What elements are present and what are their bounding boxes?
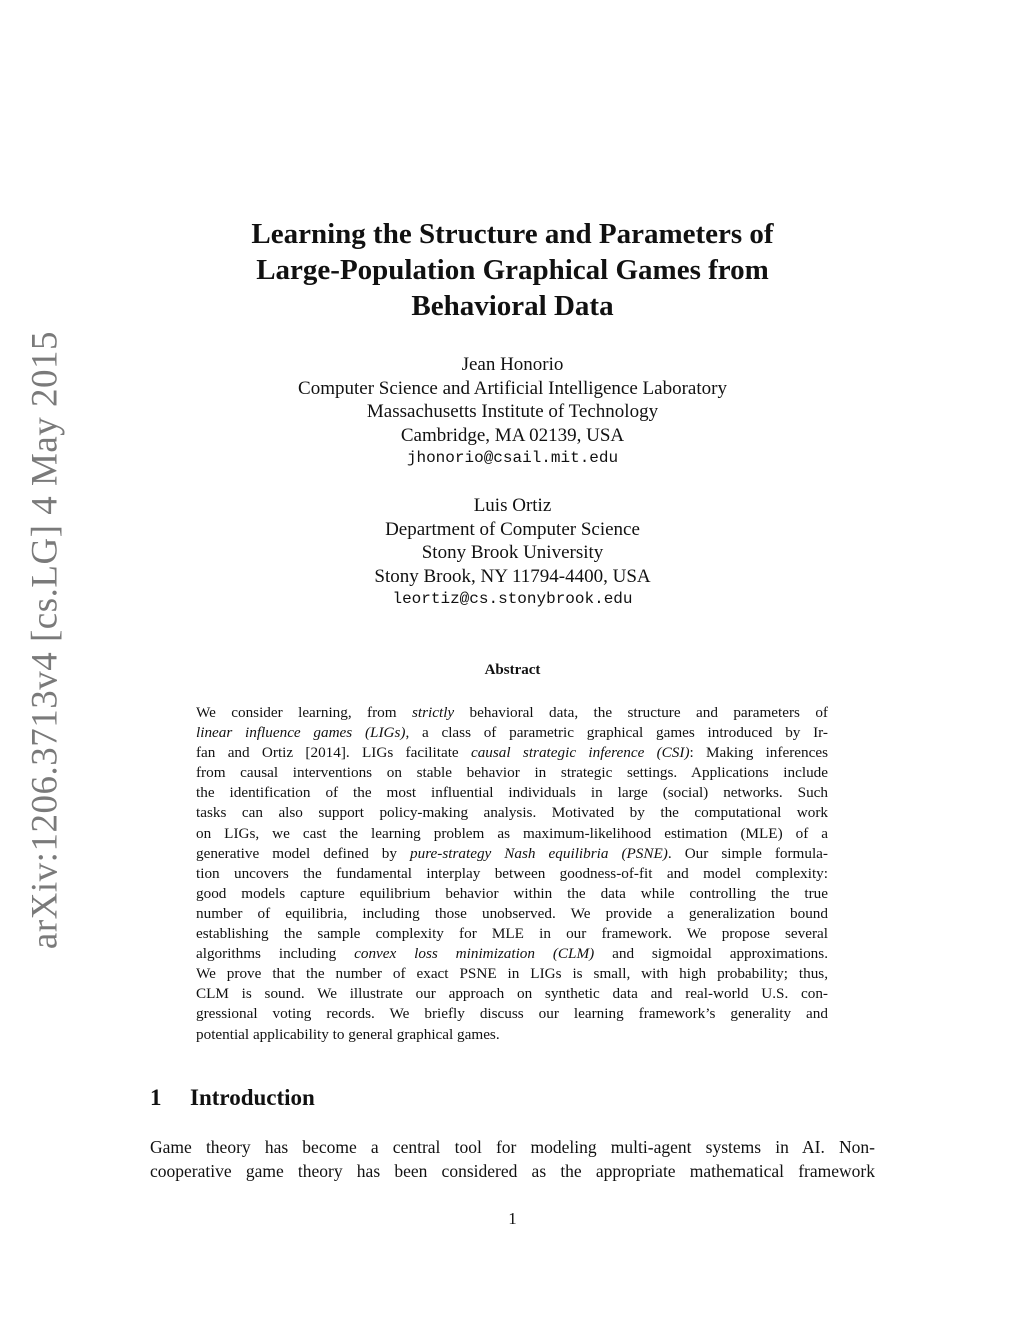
author-block-honorio <box>150 353 875 471</box>
abstract-line <box>196 743 828 763</box>
abstract-heading: Abstract <box>484 662 541 678</box>
intro-paragraph <box>150 1135 875 1183</box>
abstract-emphasis: pure-strategy Nash equilibria (PSNE) <box>410 844 668 862</box>
abstract-line <box>196 723 828 743</box>
abstract-emphasis: convex loss minimization (CLM) <box>354 945 595 963</box>
abstract-line <box>196 1004 828 1024</box>
abstract-text: on LIGs, we cast the learning problem as maximum-likelihood estimation (MLE) of a <box>196 824 828 842</box>
abstract-line <box>196 884 828 904</box>
abstract-line <box>196 964 828 984</box>
author-affiliation: Stony Brook University <box>421 542 604 563</box>
section-title: Introduction <box>190 1085 315 1110</box>
abstract-text: gressional voting records. We briefly discuss our learning framework’s generality and <box>196 1005 828 1023</box>
title-line: Learning the Structure and Parameters of <box>251 218 774 250</box>
abstract-text: the identification of the most influential individuals in large (social) networks. Such <box>196 784 828 802</box>
abstract-text: . Our simple formula- <box>667 844 828 862</box>
abstract-line <box>196 904 828 924</box>
title-line: Behavioral Data <box>411 290 614 322</box>
abstract-line <box>196 824 828 844</box>
author-name: Luis Ortiz <box>473 495 552 516</box>
abstract-text: We prove that the number of exact PSNE in LIGs is small, with high probability; thus, <box>196 965 828 983</box>
abstract-emphasis: strictly <box>411 704 455 721</box>
abstract-text: We consider learning, from <box>196 704 412 721</box>
author-affiliation: Department of Computer Science <box>385 518 640 540</box>
abstract-text: potential applicability to general graphical games. <box>196 1025 500 1043</box>
abstract-text: from causal interventions on stable behavior in strategic settings. Applications include <box>196 764 828 782</box>
abstract-text: good models capture equilibrium behavior within the data while controlling the true <box>196 884 828 902</box>
title-line: Large-Population Graphical Games from <box>256 254 769 286</box>
paragraph-line: cooperative game theory has been considered as the appropriate mathematical framework <box>150 1161 875 1181</box>
abstract-text: CLM is sound. We illustrate our approach on synthetic data and real-world U.S. con- <box>196 985 828 1003</box>
abstract-text: tion uncovers the fundamental interplay between goodness-of-fit and model complexity: <box>196 864 828 882</box>
author-location: Stony Brook, NY 11794-4400, USA <box>374 565 651 587</box>
abstract-line <box>196 1025 828 1045</box>
abstract-text: behavioral data, the structure and parameters of <box>454 704 828 721</box>
abstract-line <box>196 844 828 864</box>
author-affiliation: Massachusetts Institute of Technology <box>366 401 659 422</box>
paragraph-line: Game theory has become a central tool for modeling multi-agent systems in AI. Non- <box>150 1137 875 1157</box>
author-block-ortiz <box>150 494 875 612</box>
abstract-line <box>196 924 828 944</box>
author-email[interactable]: leortiz@cs.stonybrook.edu <box>392 590 633 608</box>
abstract-text: generative model defined by <box>196 844 411 862</box>
abstract-text: : Making inferences <box>689 744 828 762</box>
arxiv-identifier-stamp: arXiv:1206.3713v4 [cs.LG] 4 May 2015 <box>24 330 66 950</box>
section-heading <box>150 1085 315 1111</box>
abstract-line <box>196 984 828 1004</box>
abstract-text: tasks can also support policy-making analysis. Motivated by the computational work <box>196 804 828 822</box>
abstract-text: number of equilibria, including those unobserved. We provide a generalization bound <box>196 904 828 922</box>
section-number: 1 <box>150 1085 162 1110</box>
author-affiliation: Computer Science and Artificial Intelligence Laboratory <box>298 377 727 399</box>
abstract-body <box>196 703 828 1045</box>
abstract-line <box>196 803 828 823</box>
author-location: Cambridge, MA 02139, USA <box>400 424 625 446</box>
abstract-line <box>196 944 828 964</box>
abstract-emphasis: causal strategic inference (CSI) <box>470 744 690 762</box>
abstract-line <box>196 783 828 803</box>
paper-title <box>150 216 875 324</box>
abstract-emphasis: linear influence games (LIGs) <box>196 724 406 742</box>
abstract-text: establishing the sample complexity for MLE in our framework. We propose several <box>196 925 828 943</box>
abstract-line <box>196 703 828 723</box>
author-email[interactable]: jhonorio@csail.mit.edu <box>406 449 619 467</box>
author-name: Jean Honorio <box>461 354 564 375</box>
abstract-text: , a class of parametric graphical games introduced by Ir- <box>405 724 828 742</box>
abstract-text: algorithms including <box>196 945 355 963</box>
abstract-line <box>196 763 828 783</box>
abstract-line <box>196 864 828 884</box>
page-number: 1 <box>508 1209 517 1228</box>
abstract-text: fan and Ortiz [2014]. LIGs facilitate <box>196 744 471 762</box>
abstract-text: and sigmoidal approximations. <box>594 945 828 963</box>
